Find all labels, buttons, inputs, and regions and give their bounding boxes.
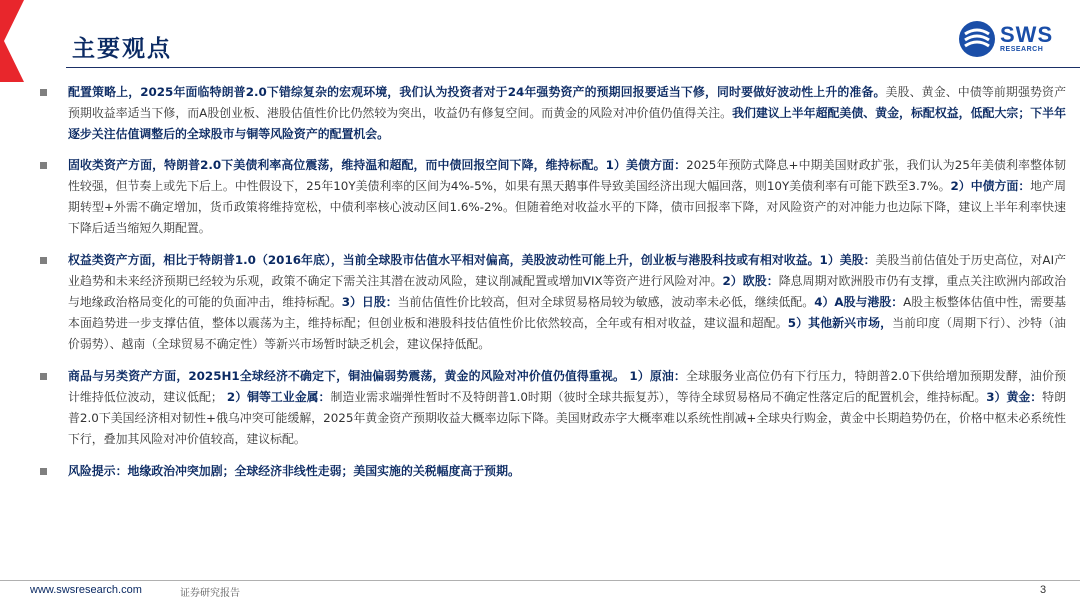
viewpoint-commodities bbox=[38, 366, 1066, 450]
square-bullet-icon bbox=[40, 373, 47, 380]
viewpoint-fixed-income bbox=[38, 155, 1066, 239]
section-2-text-2: 地产周期转型+外需不确定增加，货币政策将维持宽松，中债利率核心波动区间1.6%-2%。但随着绝对收益水平的下降，债市回报率下降，对风险资产的对冲能力也边际下降，建议上半年利率快速下降后适当缩短久期配置。 bbox=[68, 179, 1066, 235]
section-2-text-1: 2025年预防式降息+中期美国财政扩张，我们认为25年美债利率整体韧性较强，但节奏上或先下后上。中性假设下，25年10Y美债利率的区间为4%-5%，如果有黑天鹅事件导致美国经济出现大幅回落，则10Y美债利率有可能下跌至3.7%。 bbox=[68, 158, 1066, 193]
section-2-bold-1: 固收类资产方面，特朗普2.0下美债利率高位震荡，维持温和超配，而中债回报空间下降，维持标配。1）美债方面： bbox=[68, 158, 687, 172]
page-number: 3 bbox=[1040, 584, 1047, 596]
section-4-bold-3: 3）黄金： bbox=[986, 390, 1043, 404]
section-3-text-4: A股主板整体估值中性，需要基本面趋势进一步支撑估值，整体以震荡为主，维持标配；但创业板和港股科技估值性价比依然较高，全年或有相对收益，建议温和超配。 bbox=[68, 295, 1066, 330]
footer-report-type: 证券研究报告 bbox=[180, 588, 240, 599]
viewpoint-equity bbox=[38, 250, 1066, 355]
section-3-text-3: 当前估值性价比较高，但对全球贸易格局较为敏感，波动率未必低，继续低配。 bbox=[397, 295, 815, 309]
section-4-text-3: 特朗普2.0下美国经济相对韧性+俄乌冲突可能缓解，2025年黄金资产预期收益大概率边际下降。美国财政赤字大概率难以系统性削减+全球央行购金，黄金中长期趋势仍在，价格中枢未必系统性下行，叠加其风险对冲价值较高，建议标配。 bbox=[68, 390, 1066, 446]
section-4-text-1: 全球服务业高位仍有下行压力，特朗普2.0下供给增加预期发酵，油价预计维持低位波动，建议低配； bbox=[68, 369, 1066, 404]
section-4-bold-2: 2）铜等工业金属： bbox=[222, 390, 331, 404]
section-3-bold-3: 3）日股： bbox=[341, 295, 398, 309]
section-1-text-1: 美股、黄金、中债等前期强势资产预期收益率适当下修，而A股创业板、港股估值性价比仍然较为突出，收益仍有修复空间。而黄金的风险对冲价值仍值得关注。 bbox=[68, 85, 1066, 120]
chevron-accent bbox=[0, 0, 70, 82]
sws-logo-icon bbox=[958, 20, 996, 58]
section-3-bold-1: 权益类资产方面，相比于特朗普1.0（2016年底），当前全球股市估值水平相对偏高，美股波动性可能上升，创业板与港股科技或有相对收益。1）美股： bbox=[68, 253, 876, 267]
section-3-bold-4: 4）A股与港股： bbox=[814, 295, 904, 309]
section-3-bold-2: 2）欧股： bbox=[722, 274, 779, 288]
risk-warning: 风险提示：地缘政治冲突加剧；全球经济非线性走弱；美国实施的关税幅度高于预期。 bbox=[68, 464, 520, 478]
main-content bbox=[38, 82, 1066, 482]
section-1-bold-2: 我们建议上半年超配美债、黄金，标配权益，低配大宗；下半年逐步关注估值调整后的全球股市与铜等风险资产的配置机会。 bbox=[68, 106, 1066, 141]
sws-logo bbox=[958, 20, 1053, 58]
section-1-bold-1: 配置策略上，2025年面临特朗普2.0下错综复杂的宏观环境，我们认为投资者对于24年强势资产的预期回报要适当下修，同时要做好波动性上升的准备。 bbox=[68, 85, 886, 99]
logo-subtext: RESEARCH bbox=[1000, 46, 1044, 53]
title-divider bbox=[66, 67, 1080, 68]
square-bullet-icon bbox=[40, 89, 47, 96]
viewpoint-risk bbox=[38, 461, 1066, 482]
section-3-bold-5: 5）其他新兴市场， bbox=[787, 316, 893, 330]
section-3-text-1: 美股当前估值处于历史高位，对AI产业趋势和未来经济预期已经较为乐观，政策不确定下需关注其潜在波动风险，建议削减配置或增加VIX等资产进行风险对冲。 bbox=[68, 253, 1066, 288]
section-4-text-2: 制造业需求端弹性暂时不及特朗普1.0时期（彼时全球共振复苏），等待全球贸易格局不确定性落定后的配置机会，维持标配。 bbox=[330, 390, 987, 404]
viewpoint-allocation bbox=[38, 82, 1066, 145]
footer-divider bbox=[0, 580, 1080, 581]
title-bar bbox=[0, 0, 1080, 82]
page-title: 主要观点 bbox=[72, 36, 172, 62]
section-3-text-2: 降息周期对欧洲股市仍有支撑，重点关注欧洲内部政治与地缘政治格局变化的可能的负面冲击，维持标配。 bbox=[68, 274, 1066, 309]
square-bullet-icon bbox=[40, 162, 47, 169]
footer-website-link[interactable]: www.swsresearch.com bbox=[30, 584, 142, 596]
section-2-bold-2: 2）中债方面： bbox=[950, 179, 1031, 193]
square-bullet-icon bbox=[40, 468, 47, 475]
square-bullet-icon bbox=[40, 257, 47, 264]
section-4-bold-1: 商品与另类资产方面，2025H1全球经济不确定下，铜油偏弱势震荡，黄金的风险对冲价值仍值得重视。 1）原油： bbox=[68, 369, 686, 383]
section-3-text-5: 当前印度（周期下行）、沙特（油价弱势）、越南（全球贸易不确定性）等新兴市场暂时缺乏机会，建议保持低配。 bbox=[68, 316, 1066, 351]
logo-wordmark: SWS bbox=[1000, 22, 1054, 47]
